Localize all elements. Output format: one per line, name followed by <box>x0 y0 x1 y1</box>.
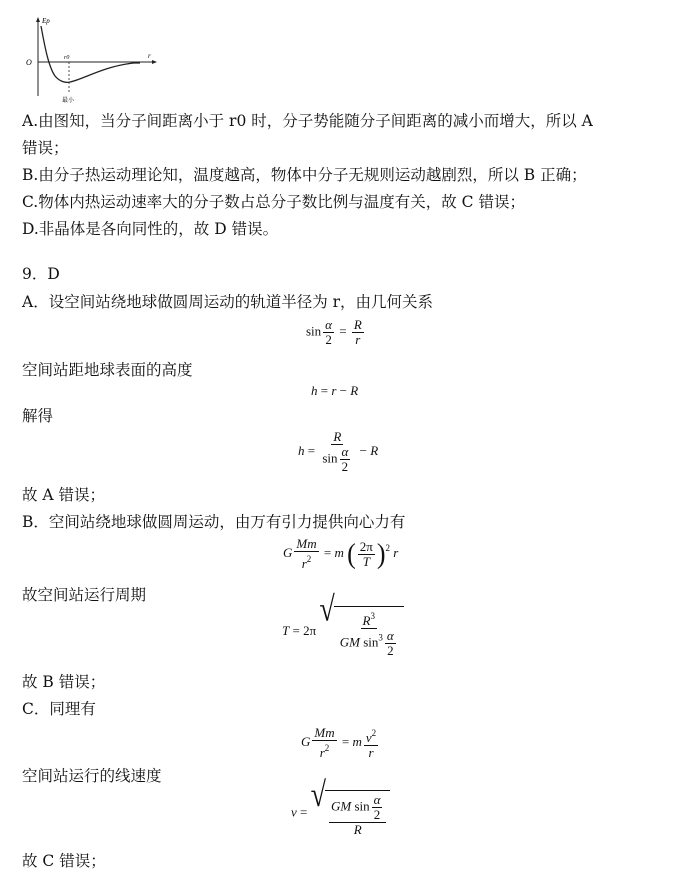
x-axis-arrow <box>152 60 157 64</box>
equation-height-solved: h = R sin $\frac{\alpha}{2}$ − R <box>298 429 379 474</box>
potential-curve <box>41 26 140 82</box>
b-wrong: 故 B 错误； <box>22 673 106 691</box>
option-c: C.物体内热运动速率大的分子数占总分子数比例与温度有关，故 C 错误； <box>22 193 525 211</box>
r0-label: r0 <box>64 55 70 61</box>
equation-centripetal: G $\frac{Mm}{r^2}$ = m $\frac{v^2}{r}$ <box>301 725 377 760</box>
q9-part-b: B．空间站绕地球做圆周运动，由万有引力提供向心力有 <box>22 513 406 531</box>
option-d: D.非晶体是各向同性的，故 D 错误。 <box>22 220 279 238</box>
height-text: 空间站距地球表面的高度 <box>22 361 193 379</box>
equation-sin-ratio: sin $\frac{\alpha}{2}$ = $\frac{R}{r}$ <box>306 317 362 347</box>
x-axis-label: r <box>148 52 151 60</box>
origin-label: O <box>26 58 32 67</box>
equation-period: T = 2π √ $R^3$ GM $\sin^3$ $\frac{\alpha}{2}$ <box>282 606 404 658</box>
period-text: 故空间站运行周期 <box>22 586 147 604</box>
option-b: B.由分子热运动理论知，温度越高，物体中分子无规则运动越剧烈，所以 B 正确； <box>22 166 587 184</box>
potential-energy-graph <box>22 14 162 104</box>
y-axis-label: Ep <box>42 17 50 25</box>
equation-velocity: v = √ GM sin $\frac{\alpha}{2}$ R <box>291 790 390 837</box>
equation-height: h = r − R <box>311 383 359 398</box>
c-wrong: 故 C 错误； <box>22 852 106 870</box>
question-9-answer: 9．D <box>22 265 60 283</box>
solve-text: 解得 <box>22 407 54 425</box>
a-wrong: 故 A 错误； <box>22 486 106 504</box>
velocity-text: 空间站运行的线速度 <box>22 767 162 785</box>
q9-part-a: A．设空间站绕地球做圆周运动的轨道半径为 r，由几何关系 <box>22 293 434 311</box>
equation-gravitation: G $\frac{Mm}{r^2}$ = m ( $\frac{2\pi}{T}$ )$^2$ r <box>283 536 399 571</box>
q9-part-c: C．同理有 <box>22 700 96 718</box>
option-a-line1: A.由图知，当分子间距离小于 r0 时，分子势能随分子间距离的减小而增大，所以 A <box>22 112 593 130</box>
min-label: 最小 <box>62 97 75 104</box>
y-axis-arrow <box>36 17 40 22</box>
option-a-line2: 错误； <box>22 139 69 157</box>
